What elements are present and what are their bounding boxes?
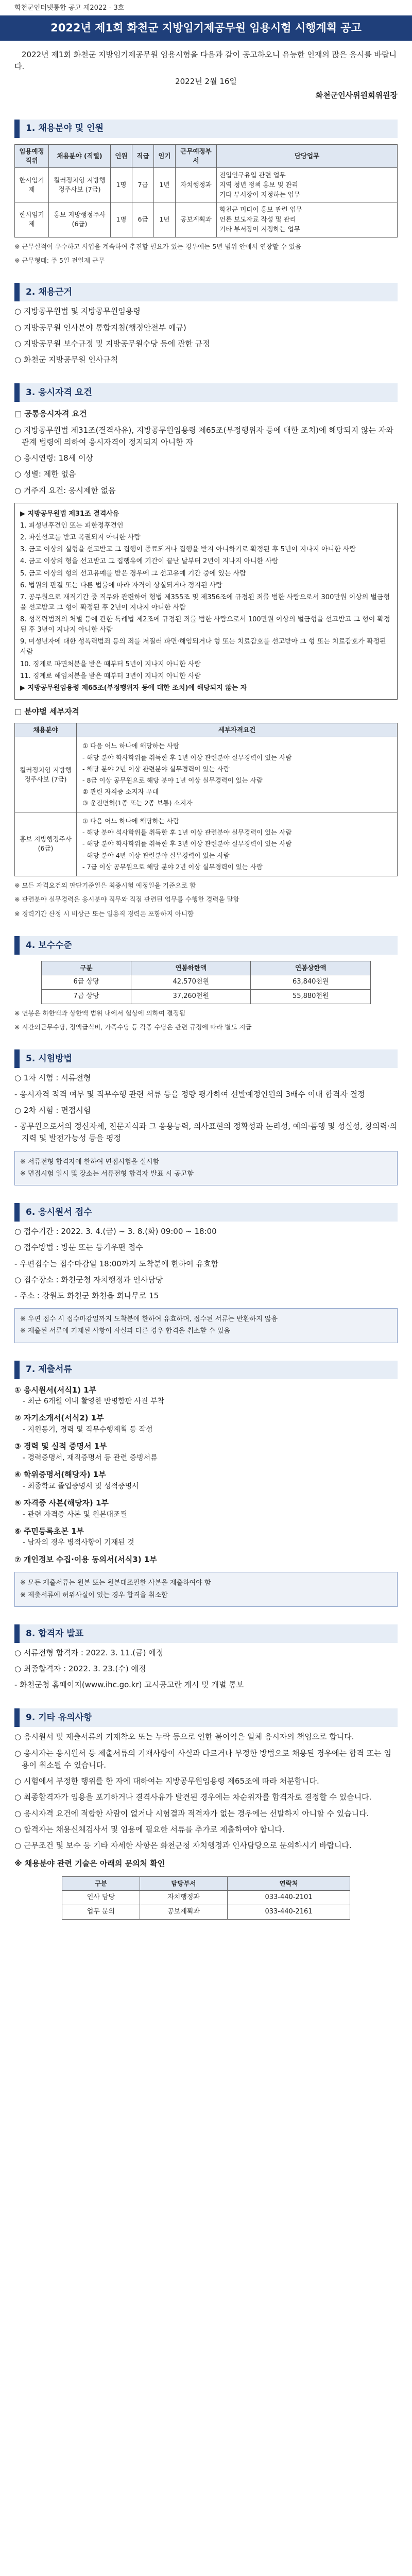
- list-item: - 주소 : 강원도 화천군 화천읍 회나무로 15: [14, 1291, 159, 1301]
- box-line: 8. 성폭력범죄의 처벌 등에 관한 특례법 제2조에 규정된 죄를 범한 사람으로서 100만원 이상의 벌금형을 선고받고 그 형이 확정된 후 3년이 지나지 아니한 사람: [20, 616, 390, 634]
- list-item: ○ 최종합격자 : 2022. 3. 23.(수) 예정: [14, 1664, 146, 1673]
- documents-notice-box: [14, 1572, 398, 1606]
- document-title: ④ 학위증명서(해당자) 1부: [14, 1470, 106, 1480]
- list-item: ○ 화천군 지방공무원 인사규칙: [14, 355, 118, 365]
- cell-type: 업무 문의: [62, 1905, 140, 1919]
- table-row: [42, 975, 371, 990]
- document-title: ① 응시원서(서식1) 1부: [14, 1385, 97, 1395]
- col-header: 구분: [62, 1876, 140, 1890]
- duty-item: 언론 보도자료 작성 및 관리: [219, 215, 296, 224]
- pay-note: ※ 시간외근무수당, 정액급식비, 가족수당 등 각종 수당은 관련 규정에 따라 별도 지급: [14, 1023, 252, 1031]
- document-desc: - 경력증명서, 재직증명서 등 관련 증빙서류: [23, 1453, 158, 1462]
- cell-type: 인사 담당: [62, 1890, 140, 1905]
- duty-item: 기타 부서장이 지정하는 업무: [219, 225, 300, 233]
- recruitment-note: ※ 근무실적이 우수하고 사업을 계속하여 추진할 필요가 있는 경우에는 5년 범위 안에서 연장할 수 있음: [14, 242, 302, 250]
- document-title: ⑦ 개인정보 수집·이용 동의서(서식3) 1부: [14, 1555, 157, 1565]
- list-item: ○ 응시원서 및 제출서류의 기재착오 또는 누락 등으로 인한 불이익은 일체 응시자의 책임으로 합니다.: [14, 1732, 354, 1742]
- col-header: 임용예정 직위: [15, 144, 49, 167]
- common-qualification-subheading: □ 공통응시자격 요건: [14, 409, 87, 419]
- box-line: ※ 모든 제출서류는 원본 또는 원본대조필한 사본을 제출하여야 함: [20, 1579, 211, 1587]
- cell-dept: 공보계획과: [140, 1905, 227, 1919]
- cell-field: 컬러정치형 지방행정주사보 (7급): [49, 167, 111, 202]
- requirement-item: - 해당 분야 석사학위를 취득한 후 1년 이상 관련분야 실무경력이 있는 사람: [82, 828, 292, 837]
- cell-position: 한시임기제: [15, 167, 49, 202]
- table-row: [62, 1905, 350, 1919]
- documents-list: [14, 1384, 398, 1566]
- list-item: ○ 서류전형 합격자 : 2022. 3. 11.(금) 예정: [14, 1648, 164, 1657]
- cell-max-pay: 63,840천원: [251, 975, 371, 990]
- col-header: 근무예정부서: [176, 144, 217, 167]
- qualification-note: ※ 관련분야 실무경력은 응시분야 직무와 직접 관련된 업무를 수행한 경력을 말함: [14, 895, 239, 904]
- col-header: 연봉하한액: [131, 961, 251, 975]
- box-line: 9. 미성년자에 대한 성폭력범죄 등의 죄를 저질러 파면·해임되거나 형 또는 치료감호를 선고받아 그 형 또는 치료감호가 확정된 사람: [20, 638, 386, 656]
- col-header: 담당부서: [140, 1876, 227, 1890]
- duty-item: 기타 부서장이 지정하는 업무: [219, 191, 300, 199]
- table-row: [42, 989, 371, 1004]
- box-heading: ▶ 지방공무원법 제31조 결격사유: [20, 510, 119, 518]
- box-line: 1. 피성년후견인 또는 피한정후견인: [20, 521, 124, 530]
- box-line: 3. 금고 이상의 실형을 선고받고 그 집행이 종료되거나 집행을 받지 아니하기로 확정된 후 5년이 지나지 아니한 사람: [20, 546, 356, 554]
- requirement-item: - 7급 이상 공무원으로 해당 분야 2년 이상 실무경력이 있는 사람: [82, 862, 263, 871]
- list-item: ○ 지방공무원법 및 지방공무원임용령: [14, 307, 141, 316]
- col-header: 임기: [154, 144, 176, 167]
- detail-qualification-table: [14, 723, 398, 876]
- section-recruitment-heading: 1. 채용분야 및 인원: [14, 120, 398, 138]
- document-item: [14, 1469, 398, 1492]
- document-desc: - 남자의 경우 병적사항이 기재된 것: [23, 1538, 134, 1547]
- document-desc: - 관련 자격증 사본 및 원본대조필: [23, 1510, 128, 1519]
- duty-item: 지역 청년 정책 홍보 및 관리: [219, 180, 298, 189]
- cell-min-pay: 42,570천원: [131, 975, 251, 990]
- box-line: 11. 징계로 해임처분을 받은 때부터 3년이 지나지 아니한 사람: [20, 672, 201, 680]
- detail-qualification-subheading: □ 분야별 세부자격: [14, 707, 80, 717]
- document-item: [14, 1412, 398, 1435]
- cell-dept: 자치행정과: [140, 1890, 227, 1905]
- col-header: 구분: [42, 961, 131, 975]
- recruitment-note: ※ 근무형태: 주 5일 전일제 근무: [14, 256, 105, 264]
- list-item: ○ 지방공무원 인사분야 통합지침(행정안전부 예규): [14, 323, 186, 332]
- requirement-item: ① 다음 어느 하나에 해당하는 사람: [82, 817, 180, 825]
- box-line: 10. 징계로 파면처분을 받은 때부터 5년이 지나지 아니한 사람: [20, 660, 201, 668]
- cell-position: 한시임기제: [15, 202, 49, 237]
- list-item: ○ 최종합격자가 임용을 포기하거나 결격사유가 발견된 경우에는 차순위자를 합격자로 결정할 수 있습니다.: [14, 1792, 372, 1802]
- section-qualification-heading: 3. 응시자격 요건: [14, 383, 398, 402]
- col-header: 채용분야: [15, 723, 77, 737]
- cell-dept: 자치행정과: [176, 167, 217, 202]
- box-line: ※ 제출된 서류에 기재된 사항이 사실과 다른 경우 합격을 취소할 수 있음: [20, 1327, 230, 1335]
- duty-item: 전입인구유입 관련 업무: [219, 171, 286, 179]
- cell-max-pay: 55,880천원: [251, 989, 371, 1004]
- table-header-row: [62, 1876, 350, 1890]
- list-item: - 공무원으로서의 정신자세, 전문지식과 그 응용능력, 의사표현의 정확성과 논리성, 예의·품행 및 성실성, 창의력·의지력 및 발전가능성 등을 평정: [14, 1122, 398, 1143]
- document-title: ⑤ 자격증 사본(해당자) 1부: [14, 1498, 109, 1508]
- list-item: ○ 성별: 제한 없음: [14, 469, 76, 479]
- list-item: - 우편접수는 접수마감일 18:00까지 도착분에 한하여 유효함: [14, 1259, 219, 1268]
- document-desc: - 최종학교 졸업증명서 및 성적증명서: [23, 1482, 139, 1490]
- document-desc: - 지원동기, 경력 및 직무수행계획 등 작성: [23, 1425, 153, 1434]
- section-exam-heading: 5. 시험방법: [14, 1049, 398, 1068]
- cell-count: 1명: [111, 167, 132, 202]
- intro-text: 2022년 제1회 화천군 지방임기제공무원 임용시험을 다음과 같이 공고하오니 유능한 인재의 많은 응시를 바랍니다.: [14, 49, 397, 71]
- table-row: [62, 1890, 350, 1905]
- cell-category: 컬러정치형 지방행정주사보 (7급): [15, 737, 77, 812]
- cell-duties: [217, 202, 398, 237]
- basis-list: [14, 306, 398, 366]
- list-item: ○ 응시자격 요건에 적합한 사람이 없거나 시험결과 적격자가 없는 경우에는 선발하지 아니할 수 있습니다.: [14, 1808, 369, 1818]
- requirement-item: - 8급 이상 공무원으로 해당 분야 1년 이상 실무경력이 있는 사람: [82, 776, 263, 784]
- document-item: [14, 1526, 398, 1549]
- document-item: [14, 1497, 398, 1520]
- intro-issuer: 화천군인사위원회위원장: [315, 91, 398, 100]
- list-item: ○ 거주지 요건: 응시제한 없음: [14, 485, 116, 495]
- col-header: 연락처: [228, 1876, 350, 1890]
- table-row: [15, 167, 398, 202]
- notes-list: [14, 1731, 398, 1852]
- list-item: - 화천군청 홈페이지(www.ihc.go.kr) 고시공고란 게시 및 개별 통보: [14, 1680, 244, 1690]
- document-reference: 화천군인터넷통합 공고 제2022 - 3호: [14, 4, 125, 12]
- box-line: 2. 파산선고를 받고 복권되지 아니한 사람: [20, 534, 141, 542]
- application-notice-box: [14, 1308, 398, 1343]
- document-desc: - 최근 6개월 이내 촬영한 반명함판 사진 부착: [23, 1397, 165, 1405]
- document-title: ② 자기소개서(서식2) 1부: [14, 1413, 104, 1423]
- qualification-note: ※ 경력기간 산정 시 비상근 또는 일용직 경력은 포함하지 아니함: [14, 909, 194, 918]
- recruitment-table: [14, 144, 398, 238]
- box-footer: ▶ 지방공무원임용령 제65조(부정행위자 등에 대한 조치)에 해당되지 않는 자: [20, 684, 247, 692]
- requirement-item: - 해당 분야 학사학위를 취득한 후 1년 이상 관련분야 실무경력이 있는 사람: [82, 753, 292, 761]
- list-item: ○ 접수기간 : 2022. 3. 4.(금) ~ 3. 8.(화) 09:00 ~ 18:00: [14, 1227, 217, 1236]
- cell-grade: 7급 상당: [42, 989, 131, 1004]
- list-item: ○ 시험에서 부정한 행위를 한 자에 대하여는 지방공무원임용령 제65조에 따라 처분합니다.: [14, 1776, 319, 1786]
- cell-term: 1년: [154, 167, 176, 202]
- requirement-item: ① 다음 어느 하나에 해당하는 사람: [82, 742, 180, 750]
- list-item: ○ 합격자는 채용신체검사서 및 임용에 필요한 서류를 추가로 제출하여야 합니다.: [14, 1824, 285, 1834]
- document-title: ⑥ 주민등록초본 1부: [14, 1527, 84, 1536]
- cell-duties: [217, 167, 398, 202]
- list-item: ○ 접수방법 : 방문 또는 등기우편 접수: [14, 1243, 143, 1252]
- section-notes-heading: 9. 기타 유의사항: [14, 1708, 398, 1727]
- duty-item: 화천군 미디어 홍보 관련 업무: [219, 206, 302, 214]
- announcement-list: [14, 1647, 398, 1691]
- col-header: 채용분야 (직렬): [49, 144, 111, 167]
- table-row: [15, 812, 398, 876]
- list-item: ○ 응시연령: 18세 이상: [14, 453, 93, 463]
- requirement-item: - 해당 분야 2년 이상 관련분야 실무경력이 있는 사람: [82, 765, 230, 773]
- list-item: ○ 응시자는 응시원서 등 제출서류의 기재사항이 사실과 다르거나 부정한 방법으로 채용된 경우에는 합격 또는 임용이 취소될 수 있습니다.: [14, 1748, 391, 1770]
- box-line: 5. 금고 이상의 형의 선고유예를 받은 경우에 그 선고유예 기간 중에 있는 사람: [20, 569, 246, 578]
- list-item: ○ 지방공무원법 제31조(결격사유), 지방공무원임용령 제65조(부정행위자 등에 대한 조치)에 해당되지 않는 자와 관계 법령에 의하여 응시자격이 정지되지 아니한 자: [14, 425, 393, 447]
- box-line: ※ 제출서류에 허위사실이 있는 경우 합격을 취소함: [20, 1591, 168, 1599]
- cell-requirements: [77, 737, 398, 812]
- document-item: [14, 1554, 398, 1566]
- announcement-title: 2022년 제1회 화천군 지방임기제공무원 임용시험 시행계획 공고: [0, 15, 412, 41]
- document-title: ③ 경력 및 실적 증명서 1부: [14, 1442, 107, 1451]
- document-item: [14, 1384, 398, 1408]
- box-line: 7. 공무원으로 재직기간 중 직무와 관련하여 형법 제355조 및 제356조에 규정된 죄를 범한 사람으로서 300만원 이상의 벌금형을 선고받고 그 형이 확정된 후 2년이 지나지 아니한 사람: [20, 593, 390, 612]
- list-item: ○ 1차 시험 : 서류전형: [14, 1073, 91, 1083]
- requirement-item: - 해당 분야 학사학위를 취득한 후 3년 이상 관련분야 실무경력이 있는 사람: [82, 840, 292, 848]
- table-header-row: [15, 723, 398, 737]
- cell-phone: 033-440-2101: [228, 1890, 350, 1905]
- cell-requirements: [77, 812, 398, 876]
- cell-dept: 공보계획과: [176, 202, 217, 237]
- cell-grade: 6급: [132, 202, 154, 237]
- contact-title: ※ 채용분야 관련 기술은 아래의 문의처 확인: [14, 1859, 165, 1869]
- col-header: 직급: [132, 144, 154, 167]
- pay-table: [41, 961, 371, 1004]
- requirement-item: - 해당 분야 4년 이상 관련분야 실무경력이 있는 사람: [82, 851, 230, 859]
- box-line: ※ 우편 접수 시 접수마감일까지 도착분에 한하여 유효하며, 접수된 서류는 반환하지 않음: [20, 1315, 278, 1324]
- cell-count: 1명: [111, 202, 132, 237]
- col-header: 연봉상한액: [251, 961, 371, 975]
- list-item: ○ 접수장소 : 화천군청 자치행정과 인사담당: [14, 1275, 163, 1284]
- table-header-row: [42, 961, 371, 975]
- qualification-note: ※ 모든 자격요건의 판단기준일은 최종시험 예정일을 기준으로 함: [14, 881, 196, 889]
- box-line: ※ 면접시험 일시 및 장소는 서류전형 합격자 발표 시 공고함: [20, 1170, 194, 1178]
- table-header-row: [15, 144, 398, 167]
- cell-field: 홍보 지방행정주사 (6급): [49, 202, 111, 237]
- section-announcement-heading: 8. 합격자 발표: [14, 1624, 398, 1643]
- section-pay-heading: 4. 보수수준: [14, 936, 398, 955]
- col-header: 담당업무: [217, 144, 398, 167]
- section-application-heading: 6. 응시원서 접수: [14, 1203, 398, 1222]
- pay-note: ※ 연봉은 하한액과 상한액 범위 내에서 협상에 의하여 결정됨: [14, 1009, 186, 1017]
- requirement-item: ③ 운전면허(1종 또는 2종 보통) 소지자: [82, 799, 193, 807]
- section-documents-heading: 7. 제출서류: [14, 1361, 398, 1379]
- cell-grade: 6급 상당: [42, 975, 131, 990]
- requirement-item: ② 관련 자격증 소지자 우대: [82, 787, 159, 795]
- box-line: 4. 금고 이상의 형을 선고받고 그 집행유예 기간이 끝난 날부터 2년이 지나지 아니한 사람: [20, 557, 279, 566]
- cell-min-pay: 37,260천원: [131, 989, 251, 1004]
- document-item: [14, 1440, 398, 1464]
- cell-grade: 7급: [132, 167, 154, 202]
- contact-table: [62, 1876, 350, 1920]
- table-row: [15, 202, 398, 237]
- intro-date: 2022년 2월 16일: [175, 77, 237, 87]
- qualification-list: [14, 425, 398, 497]
- box-line: ※ 서류전형 합격자에 한하여 면접시험을 실시함: [20, 1158, 160, 1166]
- disqualification-box: [14, 503, 398, 700]
- cell-phone: 033-440-2161: [228, 1905, 350, 1919]
- list-item: - 응시자격 적격 여부 및 직무수행 관련 서류 등을 정량 평가하여 선발예정인원의 3배수 이내 합격자 결정: [14, 1089, 365, 1099]
- exam-list: [14, 1072, 398, 1144]
- box-line: 6. 법원의 판결 또는 다른 법률에 따라 자격이 상실되거나 정지된 사람: [20, 581, 222, 589]
- col-header: 인원: [111, 144, 132, 167]
- cell-term: 1년: [154, 202, 176, 237]
- section-basis-heading: 2. 채용근거: [14, 283, 398, 301]
- exam-notice-box: [14, 1151, 398, 1185]
- list-item: ○ 지방공무원 보수규정 및 지방공무원수당 등에 관한 규정: [14, 338, 210, 348]
- col-header: 세부자격요건: [77, 723, 398, 737]
- cell-category: 홍보 지방행정주사 (6급): [15, 812, 77, 876]
- table-row: [15, 737, 398, 812]
- list-item: ○ 2차 시험 : 면접시험: [14, 1105, 91, 1115]
- application-list: [14, 1226, 398, 1302]
- list-item: ○ 근무조건 및 보수 등 기타 자세한 사항은 화천군청 자치행정과 인사담당으로 문의하시기 바랍니다.: [14, 1841, 352, 1851]
